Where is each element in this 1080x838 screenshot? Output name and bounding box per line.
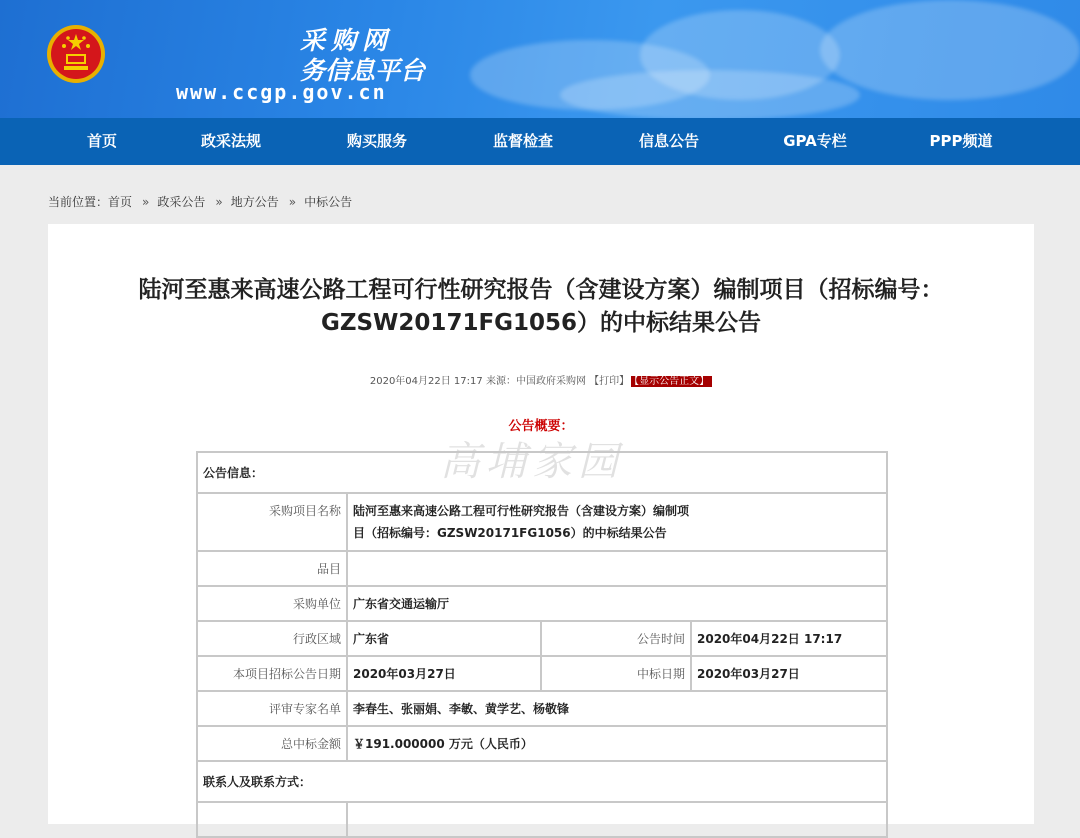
section-notice-info: 公告信息： — [197, 452, 887, 493]
table-row — [197, 761, 887, 802]
print-link[interactable]: 【打印】 — [589, 376, 630, 387]
table-row — [197, 656, 887, 691]
nav-item-supervision[interactable]: 监督检查 — [492, 132, 553, 150]
breadcrumb-separator: » — [215, 195, 223, 209]
nav-item-announcements[interactable]: 信息公告 — [638, 132, 699, 150]
table-row — [197, 621, 887, 656]
tender-date-label: 本项目招标公告日期 — [197, 656, 347, 691]
buyer-label: 采购单位 — [197, 586, 347, 621]
tender-date-value: 2020年03月27日 — [347, 656, 541, 691]
show-full-text-button[interactable]: 【显示公告正文】 — [631, 376, 712, 387]
banner-cloud-decoration — [820, 0, 1080, 100]
nav-item-home[interactable]: 首页 — [86, 132, 117, 150]
breadcrumb-item-gov-notices[interactable]: 政采公告 — [157, 195, 206, 209]
section-contact-info: 联系人及联系方式： — [197, 761, 887, 802]
notice-time-value: 2020年04月22日 17:17 — [691, 621, 887, 656]
experts-label: 评审专家名单 — [197, 691, 347, 726]
table-row — [197, 493, 887, 551]
source-name: 中国政府采购网 — [515, 376, 586, 387]
table-cell — [347, 802, 887, 837]
nav-item-ppp[interactable]: PPP频道 — [929, 132, 993, 150]
item-value — [347, 551, 887, 586]
award-date-label: 中标日期 — [541, 656, 691, 691]
experts-value: 李春生、张丽娟、李敏、黄学艺、杨敬锋 — [347, 691, 887, 726]
notice-time-label: 公告时间 — [541, 621, 691, 656]
source-label: 来源： — [485, 376, 516, 387]
main-nav — [0, 118, 1080, 165]
watermark-text: 高埔家园 — [440, 439, 624, 485]
table-row — [197, 551, 887, 586]
site-name-line2: 务信息平台 — [300, 56, 426, 85]
project-name-line1: 陆河至惠来高速公路工程可行性研究报告（含建设方案）编制项 — [353, 504, 690, 518]
site-name-line1: 采购网 — [300, 26, 394, 55]
nav-item-gpa[interactable]: GPA专栏 — [783, 132, 847, 150]
breadcrumb-prefix: 当前位置： — [48, 195, 109, 209]
breadcrumb — [48, 193, 358, 210]
notice-info-table — [196, 451, 888, 838]
project-name-line2: 目（招标编号：GZSW20171FG1056）的中标结果公告 — [353, 526, 667, 540]
nav-item-regulations[interactable]: 政采法规 — [200, 132, 261, 150]
summary-title: 公告概要： — [508, 419, 574, 434]
breadcrumb-item-local-notices[interactable]: 地方公告 — [230, 195, 279, 209]
award-date-value: 2020年03月27日 — [691, 656, 887, 691]
content-panel — [48, 224, 1034, 824]
breadcrumb-separator: » — [288, 195, 297, 209]
amount-value: ￥191.000000 万元（人民币） — [347, 726, 887, 761]
breadcrumb-item-home[interactable]: 首页 — [108, 195, 133, 209]
breadcrumb-item-award-notices[interactable]: 中标公告 — [304, 195, 353, 209]
amount-label: 总中标金额 — [197, 726, 347, 761]
table-row — [197, 802, 887, 837]
nav-item-services[interactable]: 购买服务 — [346, 132, 407, 150]
site-url[interactable]: www.ccgp.gov.cn — [176, 80, 387, 104]
article-meta — [48, 372, 1034, 387]
region-value: 广东省 — [347, 621, 541, 656]
table-row — [197, 726, 887, 761]
banner-cloud-decoration — [560, 70, 860, 118]
national-emblem-icon[interactable] — [46, 24, 106, 84]
table-row — [197, 586, 887, 621]
breadcrumb-separator: » — [142, 195, 150, 209]
header-banner — [0, 0, 1080, 118]
project-name-label: 采购项目名称 — [197, 493, 347, 551]
buyer-value: 广东省交通运输厅 — [347, 586, 887, 621]
publish-date: 2020年04月22日 17:17 — [369, 376, 483, 387]
table-row — [197, 691, 887, 726]
page-title — [48, 274, 1034, 340]
site-name — [300, 26, 440, 86]
project-name-value — [347, 493, 887, 551]
table-cell — [197, 802, 347, 837]
region-label: 行政区域 — [197, 621, 347, 656]
item-label: 品目 — [197, 551, 347, 586]
page-title-line2: GZSW20171FG1056）的中标结果公告 — [320, 310, 762, 336]
page-title-line1: 陆河至惠来高速公路工程可行性研究报告（含建设方案）编制项目（招标编号： — [138, 277, 944, 303]
table-row — [197, 452, 887, 493]
